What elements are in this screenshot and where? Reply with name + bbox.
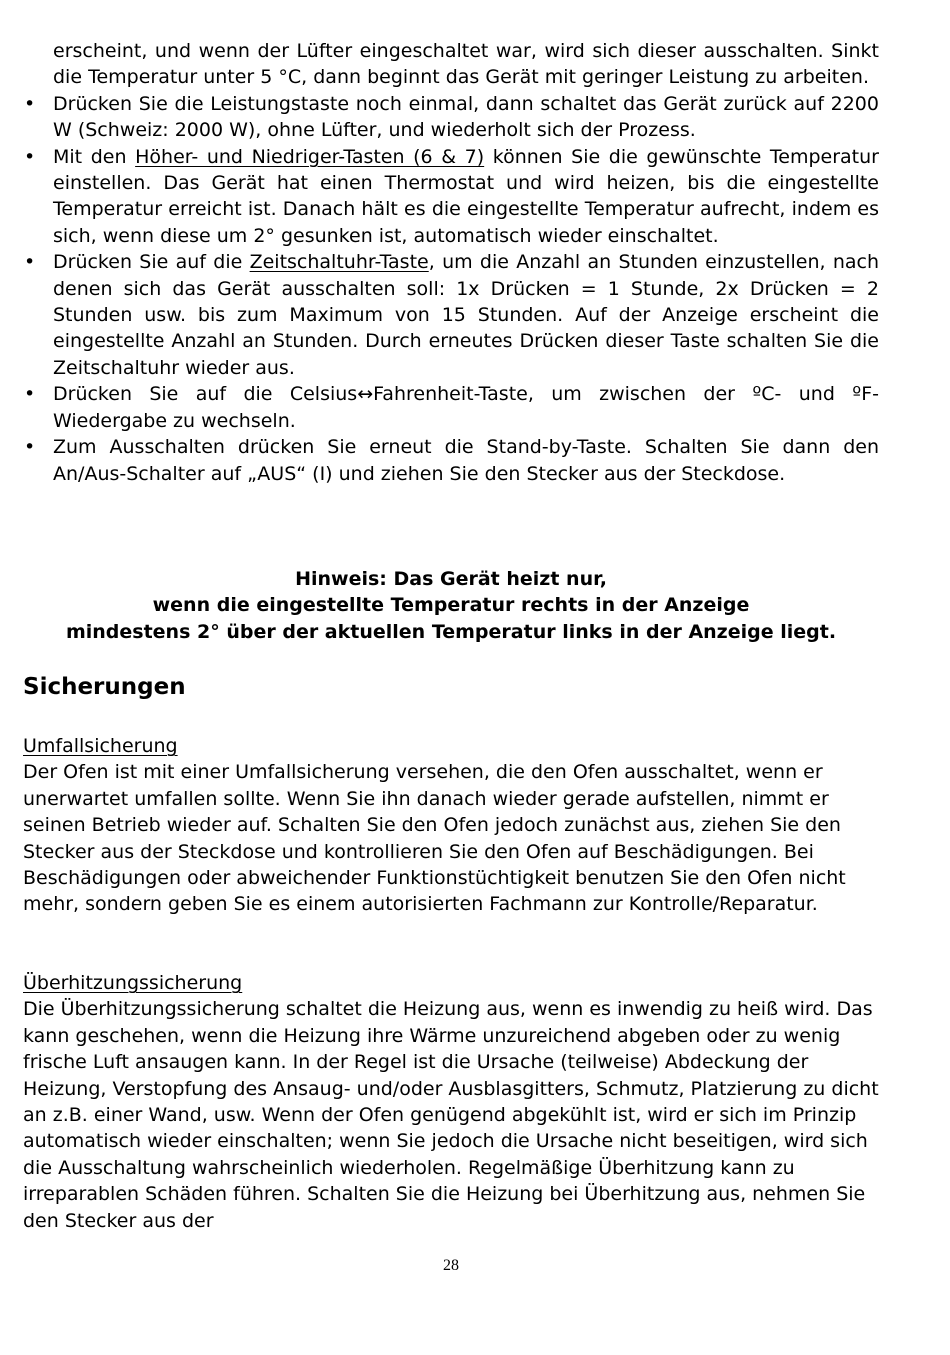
- ueberhitzung-section: [23, 970, 883, 1234]
- bullet-icon: •: [24, 251, 36, 274]
- note-box: [23, 566, 879, 645]
- list-item-underlined-term: Höher- und Niedriger-Tasten (6 & 7): [135, 145, 485, 168]
- page-number: 28: [443, 1257, 459, 1274]
- umfall-text: Der Ofen ist mit einer Umfallsicherung versehen, die den Ofen ausschaltet, wenn er unerwartet umfallen sollte. Wenn Sie ihn danach wieder gerade aufstellen, nimmt er seinen Betrieb wieder auf. Schalten Sie den Ofen jedoch zunächst aus, ziehen Sie den Stecker aus der Steckdose und kontrollieren Sie den Ofen auf Beschädigungen. Bei Beschädigungen oder abweichender Funktionstüchtigkeit benutzen Sie den Ofen nicht mehr, sondern geben Sie es einem autorisierten Fachmann zur Kontrolle/Reparatur.: [23, 761, 846, 916]
- list-item-text-start: Mit den: [53, 145, 136, 168]
- bullet-icon: •: [24, 436, 36, 459]
- note-line-3: mindestens 2° über der aktuellen Temperatur links in der Anzeige liegt.: [65, 620, 837, 643]
- list-item-text: Drücken Sie die Leistungstaste noch einmal, dann schaltet das Gerät zurück auf 2200 W (Schweiz: 2000 W), ohne Lüfter, und wiederholt sich der Prozess.: [53, 92, 879, 142]
- bullet-icon: •: [24, 145, 36, 168]
- list-item-text-start: Drücken Sie auf die: [53, 251, 250, 274]
- ueberhitzung-heading: Überhitzungssicherung: [23, 972, 243, 994]
- list-item: [23, 249, 879, 381]
- list-item-text: erscheint, und wenn der Lüfter eingeschaltet war, wird sich dieser ausschalten. Sinkt die Temperatur unter 5 °C, dann beginnt das Gerät mit geringer Leistung zu arbeiten.: [53, 40, 879, 89]
- bullet-icon: •: [24, 383, 36, 406]
- list-item-text-end: können Sie die gewünschte Temperatur einstellen. Das Gerät hat einen Thermostat und wird heizen, bis die eingestellte Temperatur erreicht ist. Danach hält es die eingestellte Temperatur aufrecht, indem es sich, wenn diese um 2° gesunken ist, automatisch wieder einschaltet.: [53, 145, 879, 247]
- list-item: [23, 38, 879, 91]
- instruction-list: [23, 38, 879, 487]
- list-item-text: Drücken Sie auf die Celsius↔Fahrenheit-Taste, um zwischen der ºC- und ºF-Wiedergabe zu wechseln.: [53, 383, 879, 432]
- list-item-underlined-term: Zeitschaltuhr-Taste: [249, 251, 429, 274]
- umfall-heading: Umfallsicherung: [23, 735, 178, 757]
- bullet-icon: •: [24, 92, 36, 115]
- list-item: [23, 434, 879, 487]
- ueberhitzung-text: Die Überhitzungssicherung schaltet die Heizung aus, wenn es inwendig zu heiß wird. Das kann geschehen, wenn die Heizung ihre Wärme unzureichend abgeben oder zu wenig frische Luft ansaugen kann. In der Regel ist die Ursache (teilweise) Abdeckung der Heizung, Verstopfung des Ansaug- und/oder Ausblasgitters, Schmutz, Platzierung zu dicht an z.B. einer Wand, usw. Wenn der Ofen genügend abgekühlt ist, wird er sich im Prinzip automatisch wieder einschalten; wenn Sie jedoch die Ursache nicht beseitigen, wird sich die Ausschaltung wahrscheinlich wiederholen. Regelmäßige Überhitzung kann zu irreparablen Schäden führen. Schalten Sie die Heizung bei Überhitzung aus, nehmen Sie den Stecker aus der: [23, 998, 879, 1232]
- list-item: [23, 381, 879, 434]
- list-item-text-end: , um die Anzahl an Stunden einzustellen, nach denen sich das Gerät ausschalten soll: 1x Drücken = 1 Stunde, 2x Drücken = 2 Stunden usw. bis zum Maximum von 15 Stunden. Auf der Anzeige erscheint die eingestellte Anzahl an Stunden. Durch erneutes Drücken dieser Taste schalten Sie die Zeitschaltuhr wieder aus.: [53, 251, 880, 379]
- list-item: [23, 144, 879, 250]
- umfall-section: [23, 733, 883, 918]
- note-line-2: wenn die eingestellte Temperatur rechts in der Anzeige: [152, 594, 750, 617]
- note-line-1: Hinweis: Das Gerät heizt nur,: [295, 568, 607, 590]
- section-title: Sicherungen: [23, 674, 186, 700]
- list-item: [23, 91, 879, 144]
- list-item-text: Zum Ausschalten drücken Sie erneut die Stand-by-Taste. Schalten Sie dann den An/Aus-Schalter auf „AUS“ (I) und ziehen Sie den Stecker aus der Steckdose.: [53, 436, 879, 485]
